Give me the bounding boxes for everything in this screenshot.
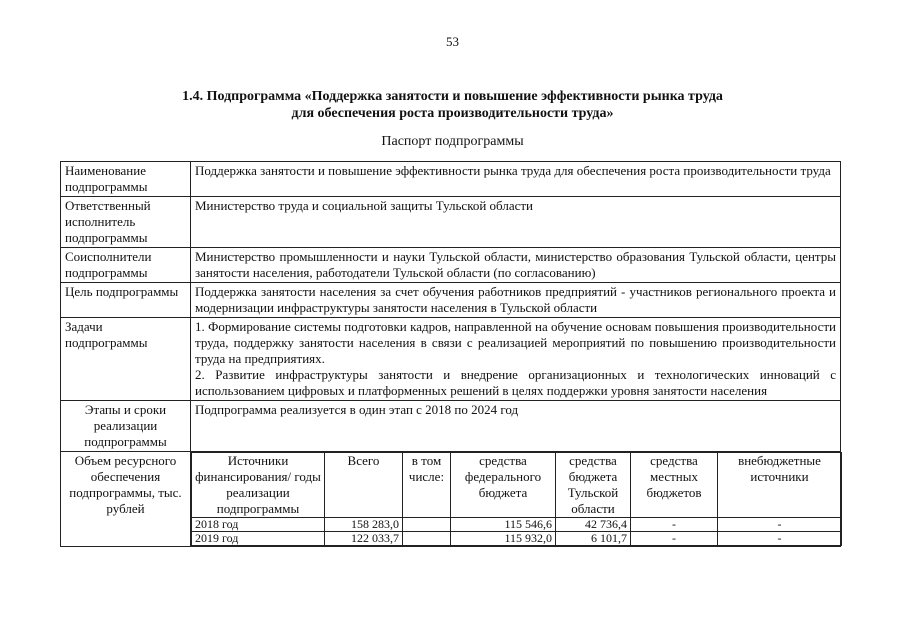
row-value-coexecutors: Министерство промышленности и науки Тульской области, министерство образования Тульской области, центры занятости населения, работодатели Тульской области (по согласованию) <box>191 248 841 283</box>
extra-cell: - <box>718 532 842 546</box>
row-label-executor: Ответственный исполнитель подпрограммы <box>61 197 191 248</box>
row-tasks <box>61 318 841 401</box>
total-cell: 122 033,7 <box>325 532 403 546</box>
row-value-name: Поддержка занятости и повышение эффективности рынка труда для обеспечения роста производительности труда <box>191 162 841 197</box>
table-row <box>192 532 842 546</box>
federal-cell: 115 932,0 <box>451 532 556 546</box>
funding-table <box>191 452 842 546</box>
local-cell: - <box>631 518 718 532</box>
header-including: в том числе: <box>403 453 451 518</box>
row-name <box>61 162 841 197</box>
including-cell <box>403 518 451 532</box>
federal-cell: 115 546,6 <box>451 518 556 532</box>
row-stages <box>61 401 841 452</box>
task-1: 1. Формирование системы подготовки кадров, направленной на обучение основам повышения производительности труда, поддержку занятости населения в связи с реализацией мероприятий по повышению производительности труда на предприятиях. <box>195 319 836 366</box>
regional-cell: 6 101,7 <box>556 532 631 546</box>
title-line-2: для обеспечения роста производительности труда» <box>291 106 614 121</box>
row-value-stages: Подпрограмма реализуется в один этап с 2018 по 2024 год <box>191 401 841 452</box>
row-value-goal: Поддержка занятости населения за счет обучения работников предприятий - участников регионального проекта и модернизации инфраструктуры занятости населения в Тульской области <box>191 283 841 318</box>
row-label-goal: Цель подпрограммы <box>61 283 191 318</box>
header-total: Всего <box>325 453 403 518</box>
row-label-stages: Этапы и сроки реализации подпрограммы <box>61 401 191 452</box>
including-cell <box>403 532 451 546</box>
header-source: Источники финансирования/ годы реализации подпрограммы <box>192 453 325 518</box>
task-2: 2. Развитие инфраструктуры занятости и внедрение организационных и технологических инноваций с использованием цифровых и платформенных решений в целях поддержки уровня занятости населения <box>195 367 836 398</box>
total-cell: 158 283,0 <box>325 518 403 532</box>
funding-table-cell <box>191 452 841 547</box>
row-label-funding: Объем ресурсного обеспечения подпрограммы, тыс. рублей <box>61 452 191 547</box>
row-label-name: Наименование подпрограммы <box>61 162 191 197</box>
row-goal <box>61 283 841 318</box>
passport-table <box>60 161 841 547</box>
year-cell: 2018 год <box>192 518 325 532</box>
header-local: средства местных бюджетов <box>631 453 718 518</box>
page-number: 53 <box>446 34 459 49</box>
table-row <box>192 518 842 532</box>
local-cell: - <box>631 532 718 546</box>
extra-cell: - <box>718 518 842 532</box>
row-label-tasks: Задачи подпрограммы <box>61 318 191 401</box>
header-regional: средства бюджета Тульской области <box>556 453 631 518</box>
header-federal: средства федерального бюджета <box>451 453 556 518</box>
title-line-1: 1.4. Подпрограмма «Поддержка занятости и повышение эффективности рынка труда <box>182 89 723 104</box>
year-cell: 2019 год <box>192 532 325 546</box>
regional-cell: 42 736,4 <box>556 518 631 532</box>
header-extra: внебюджетные источники <box>718 453 842 518</box>
passport-subtitle: Паспорт подпрограммы <box>381 134 524 149</box>
row-coexecutors <box>61 248 841 283</box>
section-title <box>0 88 905 122</box>
row-value-executor: Министерство труда и социальной защиты Тульской области <box>191 197 841 248</box>
row-executor <box>61 197 841 248</box>
funding-header-row <box>192 453 842 518</box>
row-label-coexecutors: Соисполнители подпрограммы <box>61 248 191 283</box>
row-funding <box>61 452 841 547</box>
row-value-tasks <box>191 318 841 401</box>
